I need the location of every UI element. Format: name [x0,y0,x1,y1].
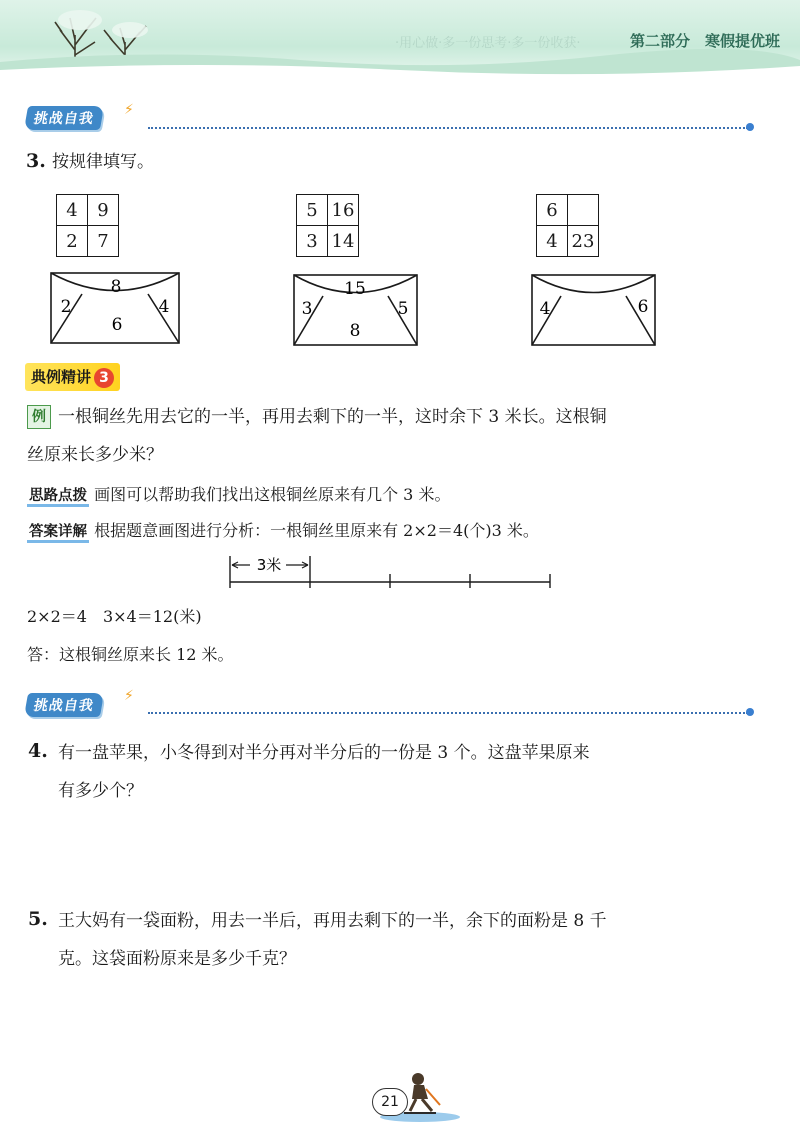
answer-text: 根据题意画图进行分析：一根铜丝里原来有 2×2＝4(个)3 米。 [94,521,539,540]
divider-end-dot [746,123,754,131]
question-number: 4. [28,740,48,762]
question-text-line-1: 王大妈有一袋面粉，用去一半后，再用去剩下的一半，余下的面粉是 8 千 [58,911,607,931]
envelope-figure-3 [531,274,656,346]
envelope-right: 4 [158,297,170,317]
question-text-line-2: 克。这袋面粉原来是多少千克？ [58,949,296,969]
envelope-bottom: 8 [349,321,361,341]
envelope-bottom: 6 [111,315,123,335]
question-text-line-1: 有一盘苹果，小冬得到对半分再对半分后的一份是 3 个。这盘苹果原来 [58,743,590,763]
grid-cell: 3 [297,226,328,257]
challenge-badge: 挑战自我 [24,693,104,717]
section-divider [148,712,748,714]
answer-area[interactable] [58,815,758,895]
grid-cell: 6 [537,195,568,226]
header-course: 寒假提优班 [704,32,780,50]
answer-row [27,518,539,545]
grid-cell: 14 [328,226,359,257]
envelope-left: 2 [60,297,72,317]
envelope-left: 3 [301,299,313,319]
lightning-icon: ⚡ [124,102,134,118]
grid-cell: 2 [57,226,88,257]
grid-cell: 7 [88,226,119,257]
header-title [630,30,780,51]
number-grid-2 [296,194,359,257]
example-tag: 例 [27,405,51,429]
grid-cell: 16 [328,195,359,226]
envelope-figure-1 [50,272,180,344]
hint-row [27,482,450,509]
grid-cell-blank[interactable] [568,195,599,226]
grid-cell: 4 [537,226,568,257]
envelope-left: 4 [539,299,551,319]
example-line-1: 一根铜丝先用去它的一半，再用去剩下的一半，这时余下 3 米长。这根铜 [58,407,607,427]
answer-area[interactable] [58,985,758,1075]
page-number: 21 [372,1088,408,1116]
challenge-badge: 挑战自我 [24,106,104,130]
grid-cell: 23 [568,226,599,257]
example-section-label: 典例精讲 [31,368,92,386]
question-number: 5. [28,908,48,930]
hint-label: 思路点拨 [27,488,89,507]
number-grid-3 [536,194,599,257]
example-section-badge [25,363,120,391]
envelope-right: 6 [637,297,649,317]
divider-end-dot [746,708,754,716]
calculation-line: 2×2＝4 3×4＝12(米) [27,607,202,626]
segment-label: 3米 [256,556,282,574]
grid-cell: 5 [297,195,328,226]
hint-text: 画图可以帮助我们找出这根铜丝原来有几个 3 米。 [94,485,451,504]
header-part: 第二部分 [629,32,690,50]
example-line-2: 丝原来长多少米？ [27,445,163,465]
grid-cell: 9 [88,195,119,226]
envelope-right: 5 [397,299,409,319]
conclusion-line: 答：这根铜丝原来长 12 米。 [27,645,234,664]
number-grid-1 [56,194,119,257]
header-slogan: ·用心做·多一份思考·多一份收获· [395,36,581,51]
skater-icon [404,1073,440,1113]
section-divider [148,127,748,129]
page-header [0,0,800,78]
envelope-top: 8 [110,277,122,297]
segment-diagram [222,552,562,592]
question-prompt: 按规律填写。 [52,152,154,172]
question-text-line-2: 有多少个？ [58,781,143,801]
lightning-icon: ⚡ [124,688,134,704]
envelope-top: 15 [344,279,366,299]
example-number-badge: 3 [94,368,114,388]
answer-label: 答案详解 [27,524,89,543]
envelope-figure-2 [293,274,418,346]
question-number: 3. [26,150,46,172]
grid-cell: 4 [57,195,88,226]
